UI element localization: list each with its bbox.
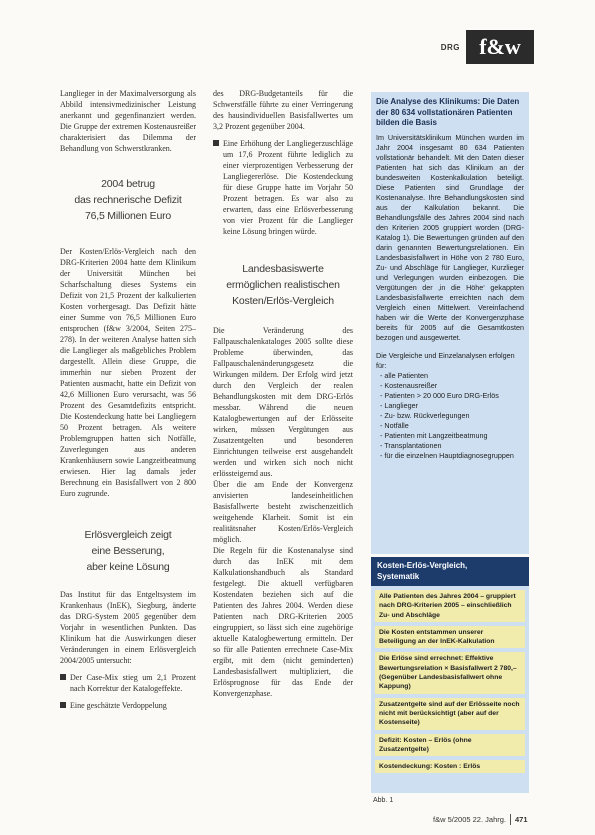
heading-line: eine Besserung, — [91, 545, 165, 557]
list-item: - Patienten mit Langzeitbeatmung — [380, 430, 488, 440]
magazine-logo: f&w — [466, 30, 534, 64]
body-paragraph: Die Regeln für die Kostenanalyse sind durch das InEK mit dem Kalkulationshandbuch als Standard festgelegt. Die aktuell verfügbaren Kostendaten beziehen sich auf die Patienten des Jahres 2004. Werden diese Patienten nach DRG-Kriterien 2005 eingruppiert, so lässt sich eine zugehörige aktuelle Katalogbewertung ermitteln. Der so für alle Patienten errechnete Case-Mix ergibt, mit dem (nicht geminderten) Landesbasisfallwert multipliziert, die Erlösprognose für das Ende der Konvergenzphase. — [213, 546, 353, 698]
list-item: - Langlieger — [380, 400, 418, 410]
bullet-item — [60, 700, 196, 711]
list-item: - alle Patienten — [380, 370, 428, 380]
heading-line: Landesbasiswerte — [242, 263, 324, 275]
bullet-item — [60, 672, 196, 694]
continuation-paragraph: des DRG-Budgetanteils für die Schwerstfälle führte zu einer Verringerung des hausindividuellen Basisfallwertes um 3,2 Prozent gegenüber 2004. — [213, 89, 353, 131]
deficit-paragraph: Der Kosten/Erlös-Vergleich nach den DRG-Kriterien 2004 hatte dem Klinikum der Universität München bei Scharfschaltung dieses Systems ein Defizit von 21,5 Prozent der kalkulierten Kosten vorhergesagt. Das Defizit hätte einer Summe von 76,5 Millionen Euro entsprochen (f&w 3/2004, Seiten 275–278). In der weiteren Analyse hatten sich die Langlieger als maßgebliches Problem dargestellt. Allein diese Gruppe, die immerhin nur sieben Prozent der Patienten ausmacht, hatte ein Defizit von 42,6 Millionen Euro verursacht, was 56 Prozent des Gesamtdefizits entspricht. Die Kostendeckung hatte bei Langliegern 50 Prozent betragen. Als weitere Problemgruppen hatten sich Notfälle, Zuverlegungen aus anderen Krankenhäusern sowie Langzeitbeatmung erwiesen. Hier lag damals jeder Berechnung ein Basisfallwert von 2 800 Euro zugrunde. — [60, 247, 196, 498]
body-paragraph: Über die am Ende der Konvergenz anvisierten landeseinheitlichen Basisfallwerte besteht zwischenzeitlich weitgehende Klarheit. Somit ist ein realitätsnaher Kosten/Erlös-Vergleich möglich. — [213, 480, 353, 544]
info-box-body: Im Universitätsklinikum München wurden im Jahr 2004 insgesamt 80 634 Patienten vollstationär behandelt. Mit den Daten dieser Patienten hat sich das Klinikum an der bundesweiten Kostenkalkulation beteiligt. Diese Patienten sind Grundlage der Kostenanalyse. Ihre Behandlungskosten sind aus der Kalkulation bekannt. Die Behandlungsfälle des Jahres 2004 sind nach den Kriterien 2005 gruppiert worden (DRG-Katalog 1). Die Bewertungen gründen auf den darin genannten Bewertungsrelationen. Ein Landesbasisfallwert in Höhe von 2 780 Euro, Zu- und Abschläge für Langlieger, Kurzlieger und Verlegungen wurden einbezogen. Die Vergütungen der ‚in die Höhe‘ gekappten Landesbasisfallwerte erreichten nach dem Vergleich einen Mittelwert. Vereinfachend haben wir die Werte der Konvergenzphase bereits für 2005 auf die Gesamtkosten bezogen und ausgewertet. — [376, 132, 524, 342]
intro-paragraph: Langlieger in der Maximalversorgung als Abbild intensivmedizinischer Leistung anerkannt und gegenfinanziert werden. Die Gruppe der extremen Kostenausreißer charakterisiert das Dilemma der Behandlung von Schwerstkranken. — [60, 89, 196, 153]
figure-header — [371, 557, 529, 586]
info-box-title: Die Analyse des Klinikums: Die Daten der 80 634 vollstationären Patienten bilden die Basis — [376, 97, 520, 127]
left-column — [60, 88, 196, 813]
footer-issue: f&w 5/2005 22. Jahrg. — [433, 815, 506, 824]
analysis-info-box — [371, 92, 529, 554]
figure-header-line: Systematik — [377, 571, 420, 581]
heading-line: aber keine Lösung — [86, 561, 170, 573]
section-heading-landesbasiswerte — [213, 261, 353, 309]
section-heading-erloesvergleich — [60, 527, 196, 575]
heading-line: Kosten/Erlös-Vergleich — [232, 295, 334, 307]
figure-header-line: Kosten-Erlös-Vergleich, — [377, 561, 468, 570]
heading-line: ermöglichen realistischen — [226, 279, 340, 291]
bullet-text: Eine Erhöhung der Langliegerzuschläge um 17,6 Prozent führte lediglich zu einer vierprozentigen Verbesserung der Langliegererlöse. Die Kostendeckung für diese Gruppe hatte im Vorjahr 50 Prozent betragen. Es war also zu erwarten, dass eine Erlösverbesserung von vier Prozent für die Langlieger keine Lösung bringen würde. — [223, 139, 353, 236]
page-number: 471 — [515, 815, 528, 824]
figure-step: Kostendeckung: Kosten : Erlös — [375, 760, 525, 773]
figure-step: Die Erlöse sind errechnet: Effektive Bewertungsrelation × Basisfallwert 2 780,– (Gegenüber Landesbasisfallwert ohne Kappung) — [375, 652, 525, 693]
list-item: - Zu- bzw. Rückverlegungen — [380, 410, 470, 420]
inek-paragraph: Das Institut für das Entgeltsystem im Krankenhaus (InEK), Siegburg, änderte das DRG-System 2005 gegenüber dem Vorjahr in wesentlichen Punkten. Das Klinikum hat die Auswirkungen dieser Veränderungen in einem Erlösvergleich 2004/2005 untersucht: — [60, 590, 196, 665]
body-paragraph: Die Veränderung des Fallpauschalenkataloges 2005 sollte diese Probleme überwinden, das Fallpauschalenänderungsgesetz die Wirkungen mildern. Der Erfolg wird jetzt durch den Vergleich der realen Behandlungskosten mit dem DRG-Erlös messbar. Während die neuen Katalogbewertungen auf der Erlösseite wirken, müssen Vergütungen aus Zusatzentgelten und besonderen Einrichtungen teilweise erst ausgehandelt werden und wirken sich noch nicht erlössteigernd aus. — [213, 326, 353, 478]
pull-quote — [60, 176, 196, 224]
systematik-figure — [371, 557, 529, 793]
list-item: - Notfälle — [380, 420, 409, 430]
bullet-text: Eine geschätzte Verdoppelung — [70, 701, 167, 710]
list-item: - Kostenausreißer — [380, 380, 438, 390]
list-item: - Patienten > 20 000 Euro DRG-Erlös — [380, 390, 499, 400]
list-item: - Transplantationen — [380, 440, 442, 450]
bullet-item — [213, 138, 353, 237]
bullet-text: Der Case-Mix stieg um 2,1 Prozent nach Korrektur der Katalogeffekte. — [70, 673, 196, 693]
section-label: DRG — [440, 43, 460, 52]
figure-step: Die Kosten entstammen unserer Beteiligung an der InEK-Kalkulation — [375, 626, 525, 649]
pull-quote-line: das rechnerische Defizit — [74, 194, 182, 206]
heading-line: Erlösvergleich zeigt — [84, 529, 172, 541]
list-item: - für die einzelnen Hauptdiagnosegruppen — [380, 450, 514, 460]
info-box-list-intro: Die Vergleiche und Einzelanalysen erfolgen für: — [376, 350, 515, 370]
bullet-square-icon — [60, 674, 66, 680]
figure-step: Alle Patienten des Jahres 2004 – gruppiert nach DRG-Kriterien 2005 – einschließlich Zu- und Abschläge — [375, 590, 525, 622]
bullet-square-icon — [213, 140, 219, 146]
bullet-square-icon — [60, 702, 66, 708]
middle-column — [213, 88, 353, 813]
pull-quote-line: 76,5 Millionen Euro — [84, 210, 172, 222]
pull-quote-line: 2004 betrug — [101, 178, 155, 190]
figure-step: Zusatzentgelte sind auf der Erlösseite noch nicht mit berücksichtigt (aber auf der Kostenseite) — [375, 698, 525, 730]
figure-caption: Abb. 1 — [373, 797, 394, 804]
footer-divider — [510, 814, 511, 825]
figure-step: Defizit: Kosten – Erlös (ohne Zusatzentgelte) — [375, 734, 525, 757]
